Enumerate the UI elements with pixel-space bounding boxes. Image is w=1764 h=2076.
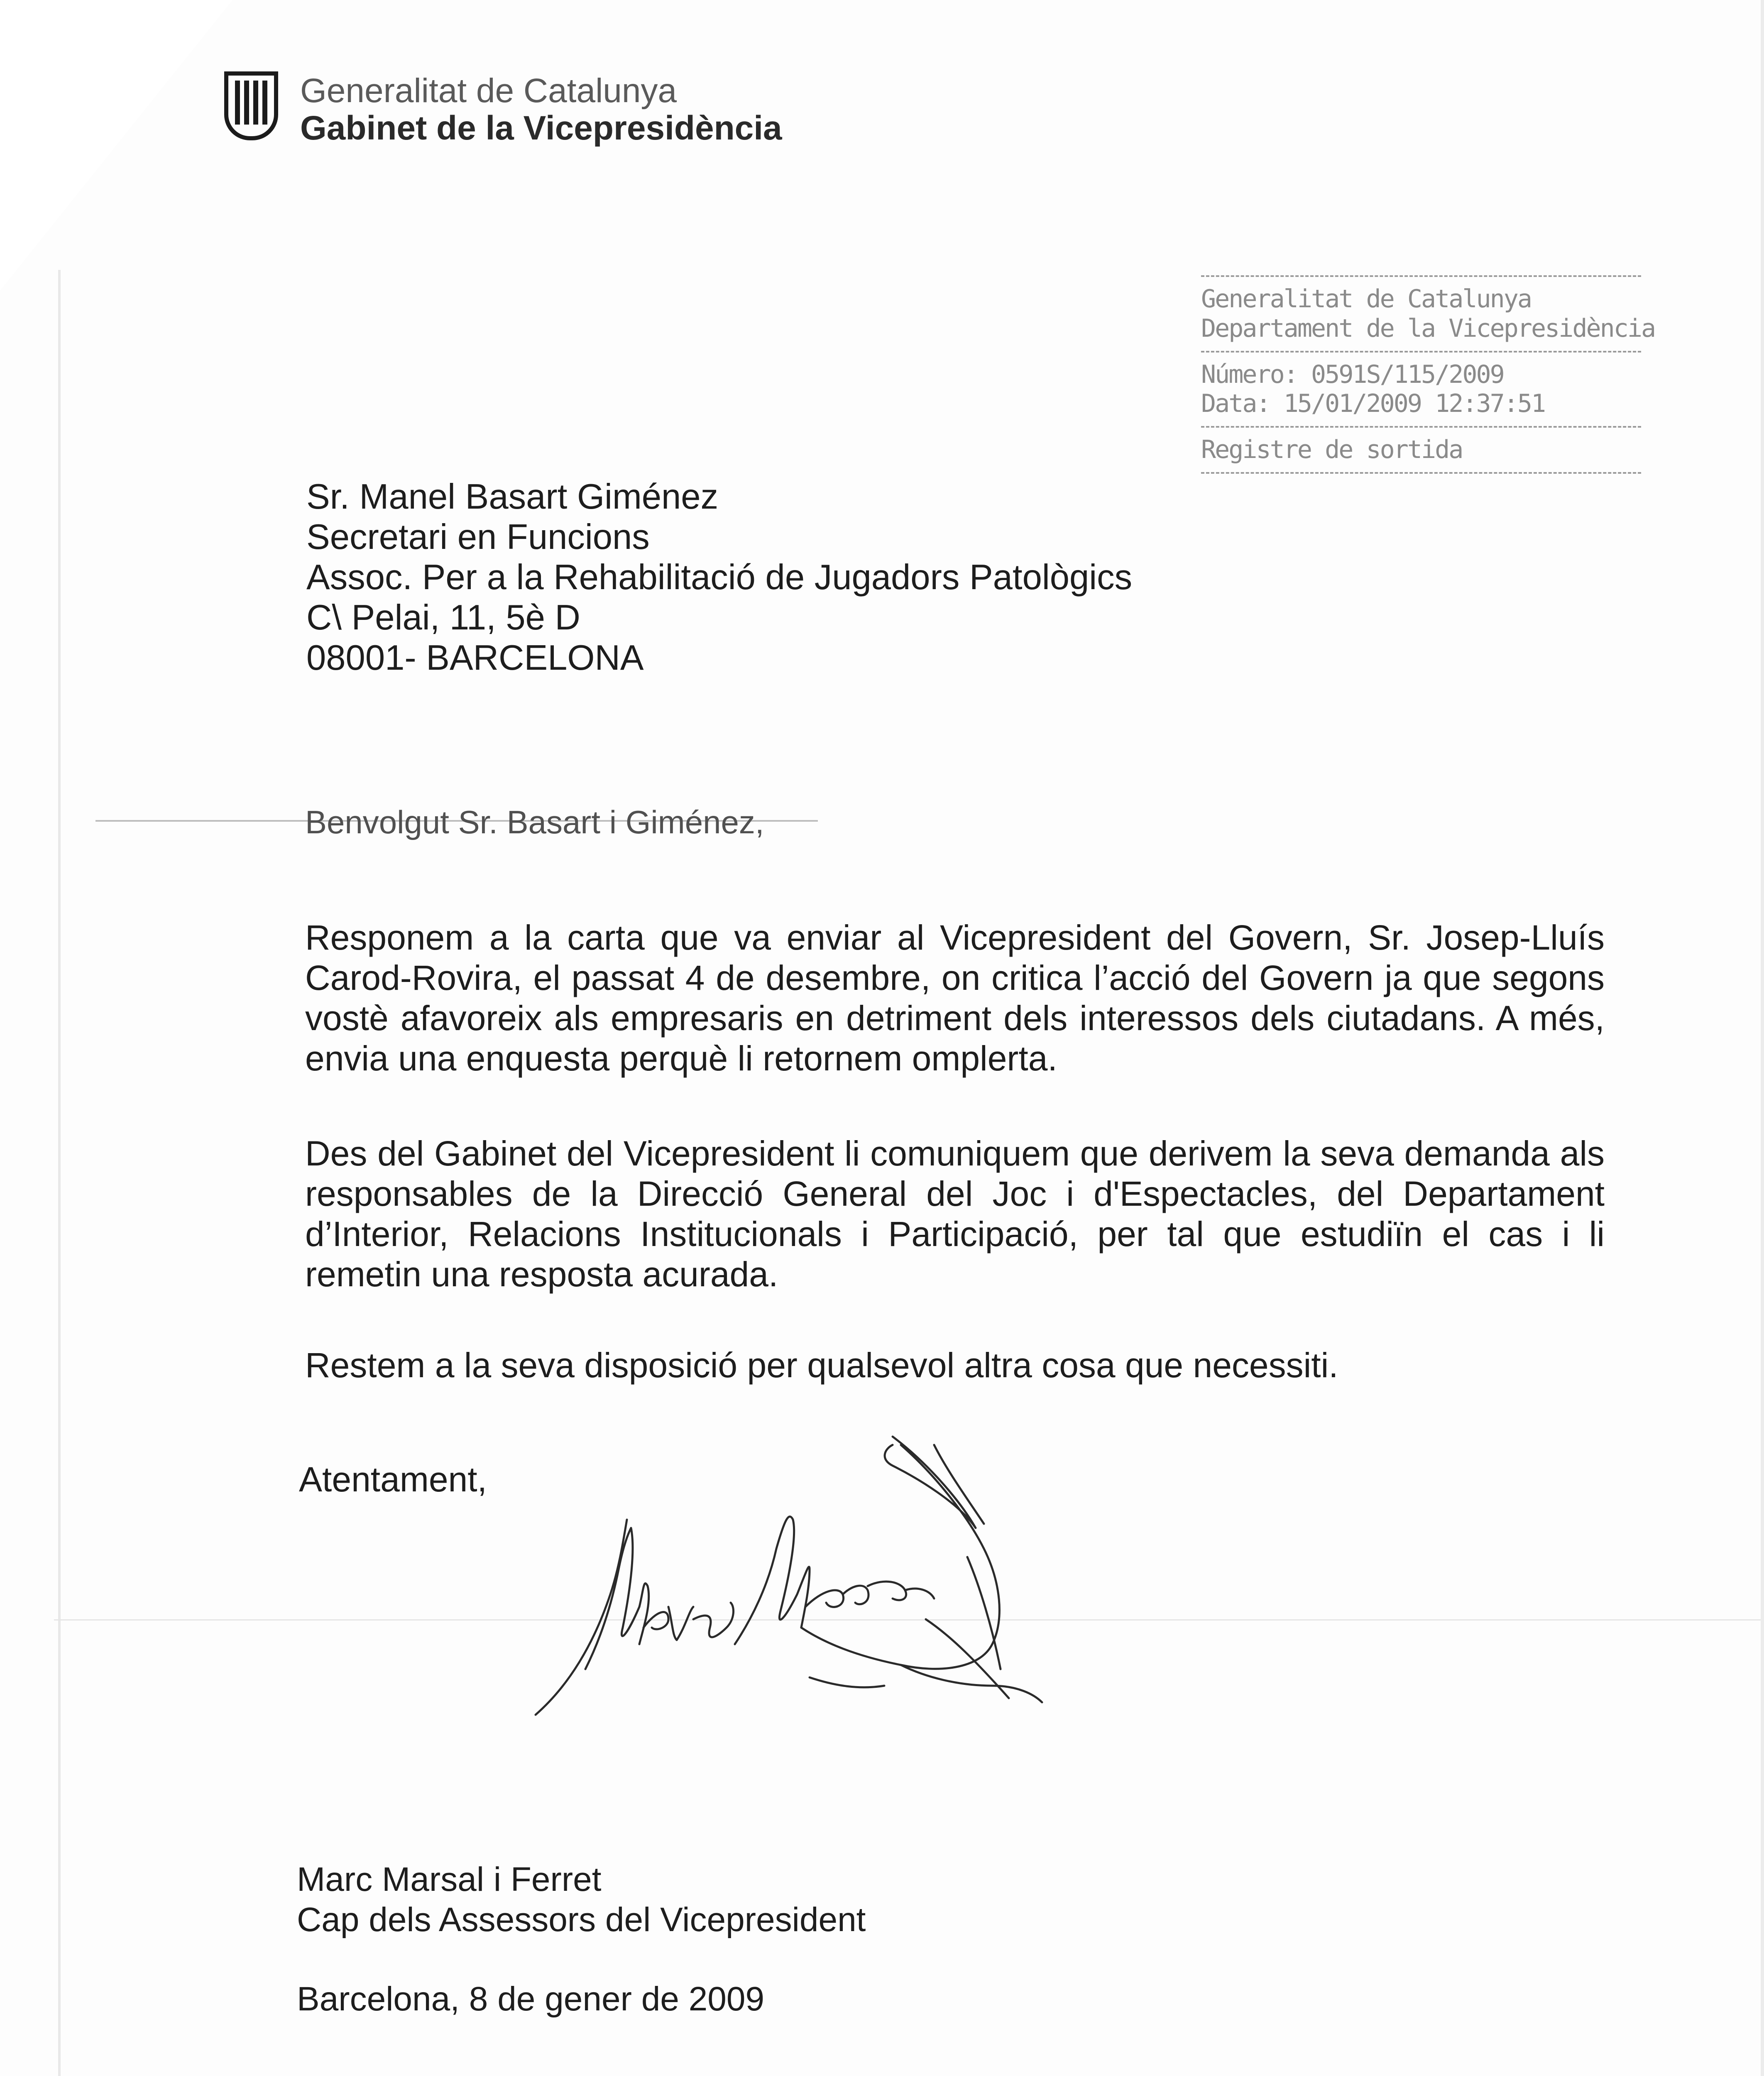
registry-stamp (1201, 268, 1655, 481)
stamp-number: Número: 0591S/115/2009 (1201, 360, 1504, 389)
recipient-title: Secretari en Funcions (306, 517, 650, 557)
stamp-type: Registre de sortida (1201, 435, 1463, 465)
department-name: Gabinet de la Vicepresidència (300, 109, 782, 147)
body-paragraph-2: Des del Gabinet del Vicepresident li comuniquem que derivem la seva demanda als responsables de la Direcció General del Joc i d'Espectacles, del Departament d’Interior, Relacions Institucionals i Participació, per tal que estudiïn el cas i li remetin una resposta acurada. (305, 1134, 1605, 1294)
recipient-organization: Assoc. Per a la Rehabilitació de Jugadors Patològics (306, 558, 1133, 597)
letterhead (300, 74, 782, 145)
recipient-address (306, 477, 1132, 678)
paper-edge (58, 270, 61, 2076)
folded-corner (0, 0, 232, 291)
stamp-line-2: Departament de la Vicepresidència (1201, 313, 1655, 343)
stamp-line-1: Generalitat de Catalunya (1201, 284, 1531, 313)
body-paragraph-3: Restem a la seva disposició per qualsevol altra cosa que necessiti. (305, 1346, 1338, 1385)
salutation: Benvolgut Sr. Basart i Giménez, (305, 804, 764, 840)
body-paragraph-1: Responem a la carta que va enviar al Vicepresident del Govern, Sr. Josep-Lluís Carod-Rovira, el passat 4 de desembre, on critica l’acció del Govern ja que segons vostè afavoreix als empresaris en detriment dels interessos dels ciutadans. A més, envia una enquesta perquè li retornem omplerta. (305, 918, 1605, 1078)
signer-name: Marc Marsal i Ferret (297, 1861, 602, 1898)
signer-block (297, 1859, 866, 1940)
generalitat-logo-icon (224, 71, 278, 140)
recipient-name: Sr. Manel Basart Giménez (306, 477, 719, 517)
stamp-date: Data: 15/01/2009 12:37:51 (1201, 389, 1545, 419)
handwritten-signature (519, 1412, 1067, 1744)
signer-position: Cap dels Assessors del Vicepresident (297, 1901, 866, 1939)
scan-edge-right (1761, 0, 1764, 2076)
place-date: Barcelona, 8 de gener de 2009 (297, 1980, 765, 2018)
org-name: Generalitat de Catalunya (300, 72, 677, 110)
recipient-city: 08001- BARCELONA (306, 638, 644, 678)
recipient-street: C\ Pelai, 11, 5è D (306, 598, 580, 637)
closing: Atentament, (299, 1460, 487, 1499)
